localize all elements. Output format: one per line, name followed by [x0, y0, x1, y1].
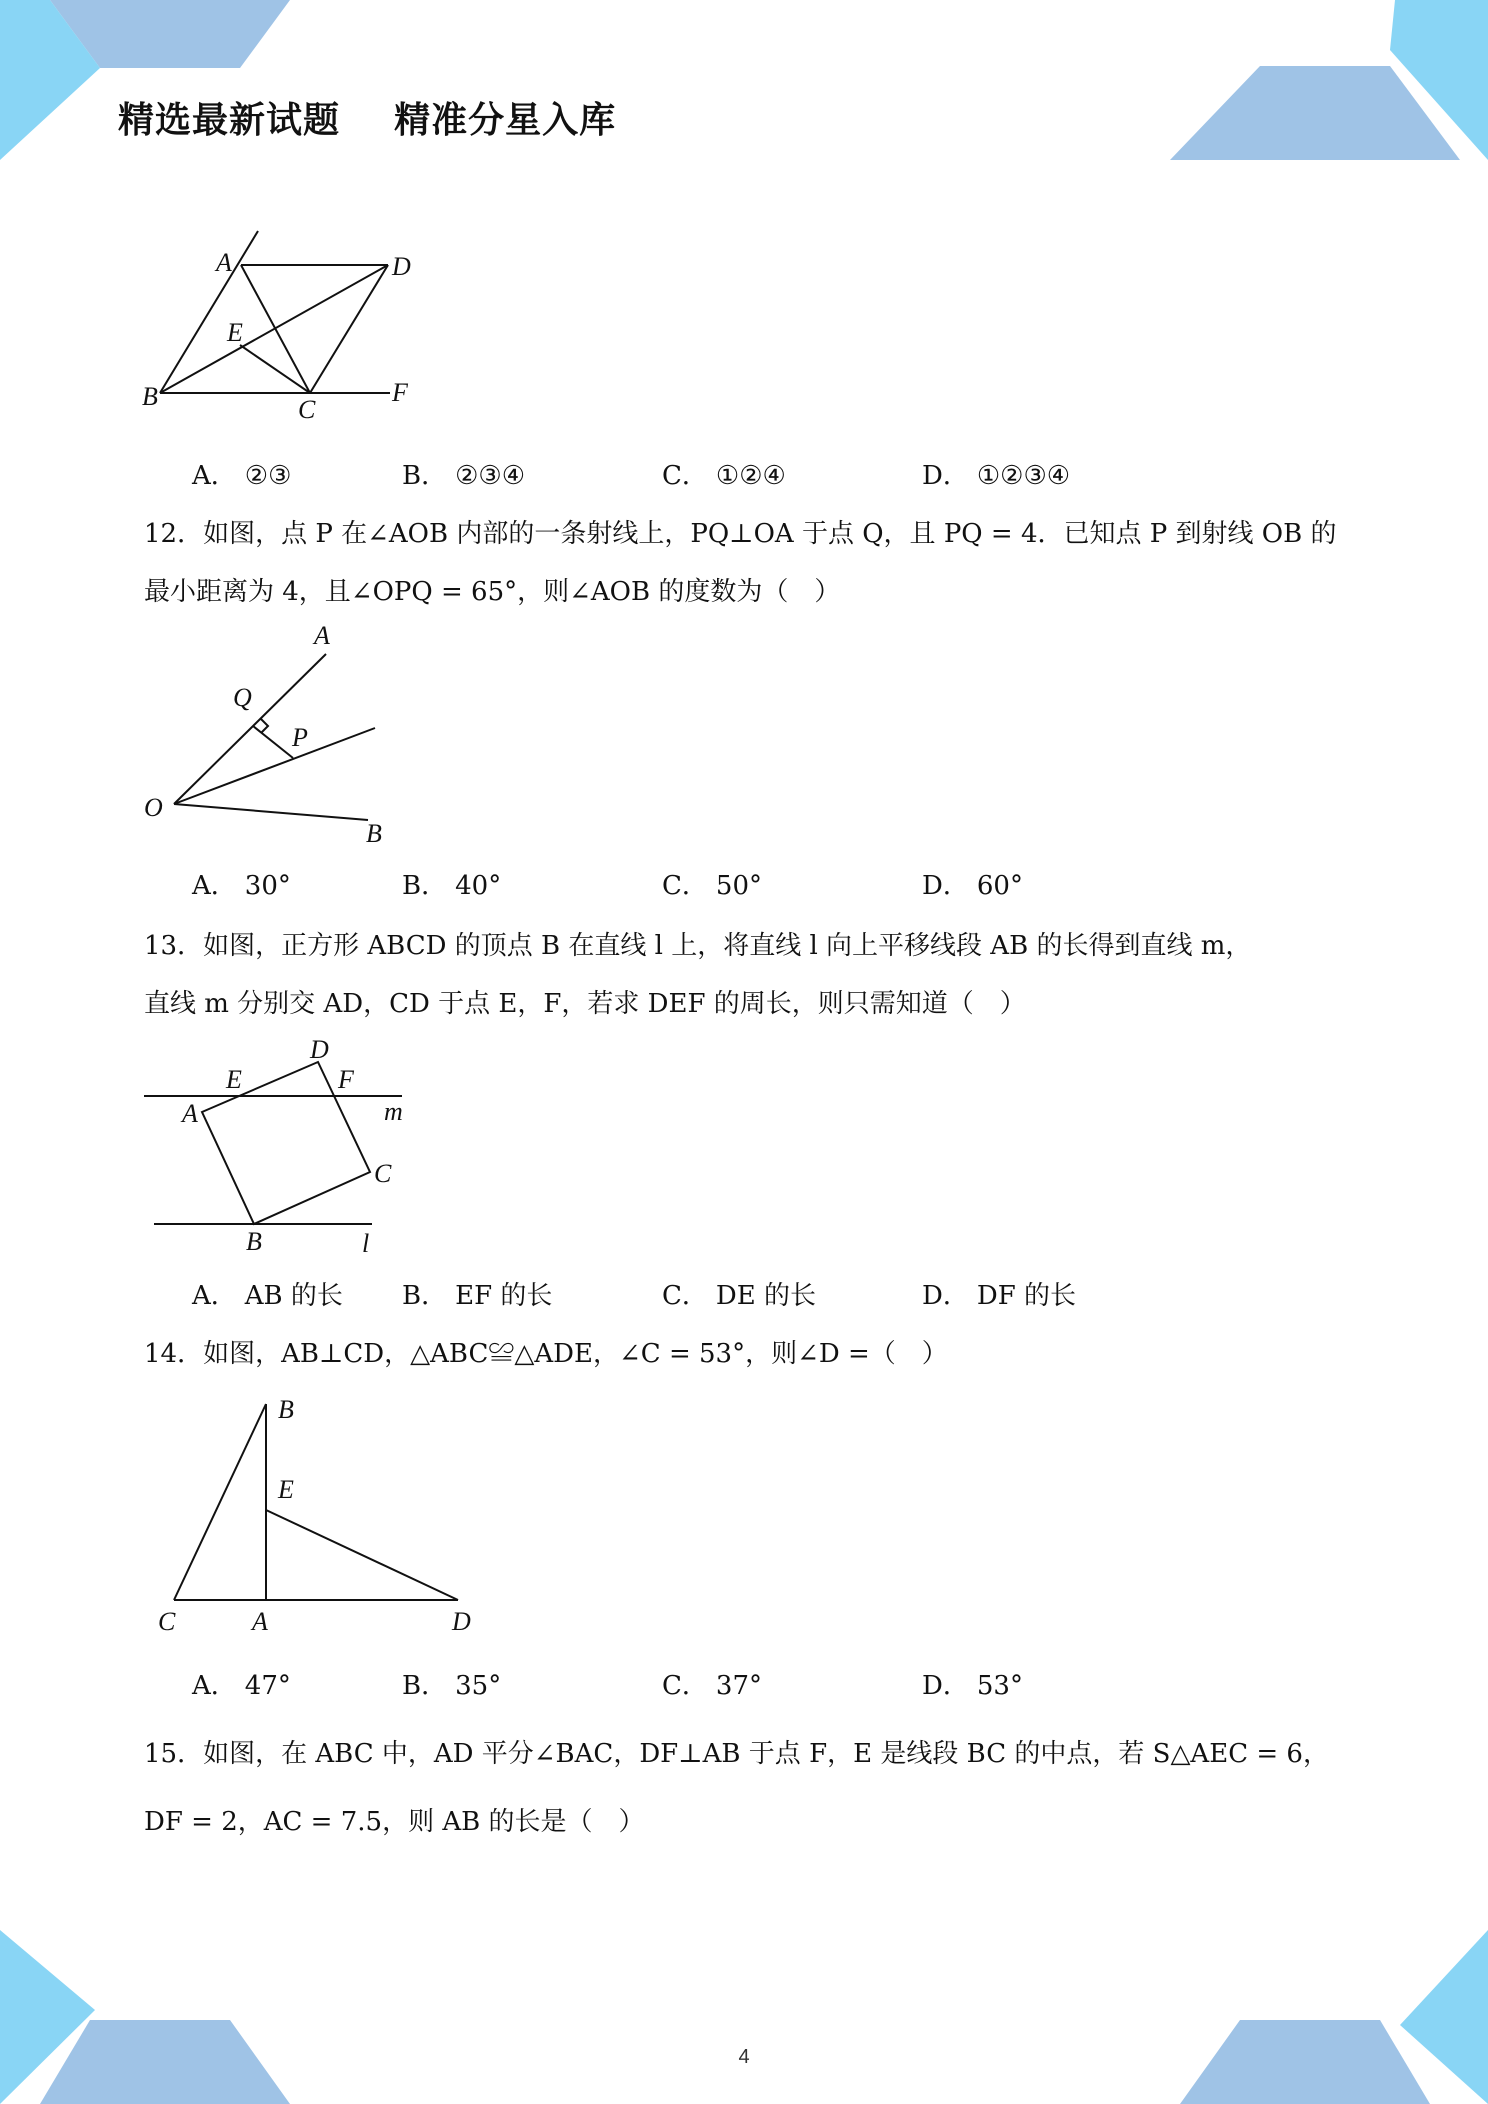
- q11-label-a: A: [216, 248, 232, 277]
- q13-options: [192, 1276, 1392, 1316]
- q13-label-b: B: [246, 1227, 262, 1256]
- q11-option-d[interactable]: D． ①②③④: [922, 461, 1071, 491]
- q13-option-d[interactable]: D． DF 的长: [922, 1281, 1077, 1311]
- q14-label-d: D: [452, 1607, 471, 1636]
- q12-option-c[interactable]: C． 50°: [662, 871, 762, 901]
- bottom-right-decoration: [1170, 1930, 1488, 2104]
- header-title: 精选最新试题 精准分星入库: [118, 100, 617, 141]
- top-left-decoration: [0, 0, 300, 170]
- q14-options: [192, 1666, 1392, 1706]
- q13-option-a[interactable]: A． AB 的长: [192, 1281, 343, 1311]
- q14-option-b[interactable]: B． 35°: [402, 1671, 502, 1701]
- q11-option-b[interactable]: B． ②③④: [402, 461, 526, 491]
- q13-option-b[interactable]: B． EF 的长: [402, 1281, 553, 1311]
- q13-label-c: C: [374, 1159, 392, 1188]
- q11-label-c: C: [298, 395, 316, 424]
- q15-stem-line2: DF = 2，AC = 7.5，则 AB 的长是（ ）: [144, 1807, 645, 1837]
- q14-label-c: C: [158, 1607, 176, 1636]
- q11-label-e: E: [227, 318, 243, 347]
- q12-figure: [140, 620, 420, 850]
- q14-label-a: A: [252, 1607, 268, 1636]
- q11-options: [192, 456, 1392, 496]
- bottom-left-decoration: [0, 1930, 300, 2104]
- page-number: 4: [738, 2046, 750, 2068]
- q12-stem-line2: 最小距离为 4，且∠OPQ = 65°，则∠AOB 的度数为（ ）: [144, 577, 841, 607]
- q12-label-p: P: [292, 723, 308, 752]
- q13-label-l: l: [362, 1229, 370, 1258]
- q13-figure: [140, 1030, 430, 1260]
- q14-stem-line1: 14．如图，AB⊥CD，△ABC≌△ADE，∠C = 53°，则∠D =（ ）: [144, 1339, 948, 1369]
- q12-label-o: O: [144, 793, 163, 822]
- q11-option-a[interactable]: A． ②③: [192, 461, 292, 491]
- q12-label-b: B: [366, 819, 382, 848]
- q11-label-d: D: [392, 252, 411, 281]
- q14-option-c[interactable]: C． 37°: [662, 1671, 762, 1701]
- q12-option-a[interactable]: A． 30°: [192, 871, 291, 901]
- q13-option-c[interactable]: C． DE 的长: [662, 1281, 816, 1311]
- q13-label-f: F: [338, 1065, 354, 1094]
- q12-options: [192, 866, 1392, 906]
- q12-label-q: Q: [233, 683, 252, 712]
- q11-label-b: B: [142, 382, 158, 411]
- q13-stem-line1: 13．如图，正方形 ABCD 的顶点 B 在直线 l 上，将直线 l 向上平移线段 AB 的长得到直线 m，: [144, 931, 1252, 961]
- q12-stem-line1: 12．如图，点 P 在∠AOB 内部的一条射线上，PQ⊥OA 于点 Q，且 PQ = 4．已知点 P 到射线 OB 的: [144, 519, 1337, 549]
- q14-label-e: E: [278, 1475, 294, 1504]
- q11-figure: [140, 225, 460, 435]
- q12-label-a: A: [314, 621, 330, 650]
- q11-option-c[interactable]: C． ①②④: [662, 461, 786, 491]
- q12-option-d[interactable]: D． 60°: [922, 871, 1023, 901]
- q13-label-m: m: [384, 1097, 403, 1126]
- q12-option-b[interactable]: B． 40°: [402, 871, 502, 901]
- q14-label-b: B: [278, 1395, 294, 1424]
- q13-label-d: D: [310, 1035, 329, 1064]
- q13-label-e: E: [226, 1065, 242, 1094]
- q15-stem-line1: 15．如图，在 ABC 中，AD 平分∠BAC，DF⊥AB 于点 F，E 是线段 BC 的中点，若 S△AEC = 6，: [144, 1739, 1329, 1769]
- q14-option-a[interactable]: A． 47°: [192, 1671, 291, 1701]
- q14-figure: [140, 1390, 480, 1650]
- q11-label-f: F: [392, 378, 408, 407]
- top-right-decoration: [1170, 0, 1488, 170]
- q14-option-d[interactable]: D． 53°: [922, 1671, 1023, 1701]
- q13-stem-line2: 直线 m 分别交 AD，CD 于点 E，F，若求 DEF 的周长，则只需知道（ ）: [144, 989, 1026, 1019]
- q13-label-a: A: [182, 1099, 198, 1128]
